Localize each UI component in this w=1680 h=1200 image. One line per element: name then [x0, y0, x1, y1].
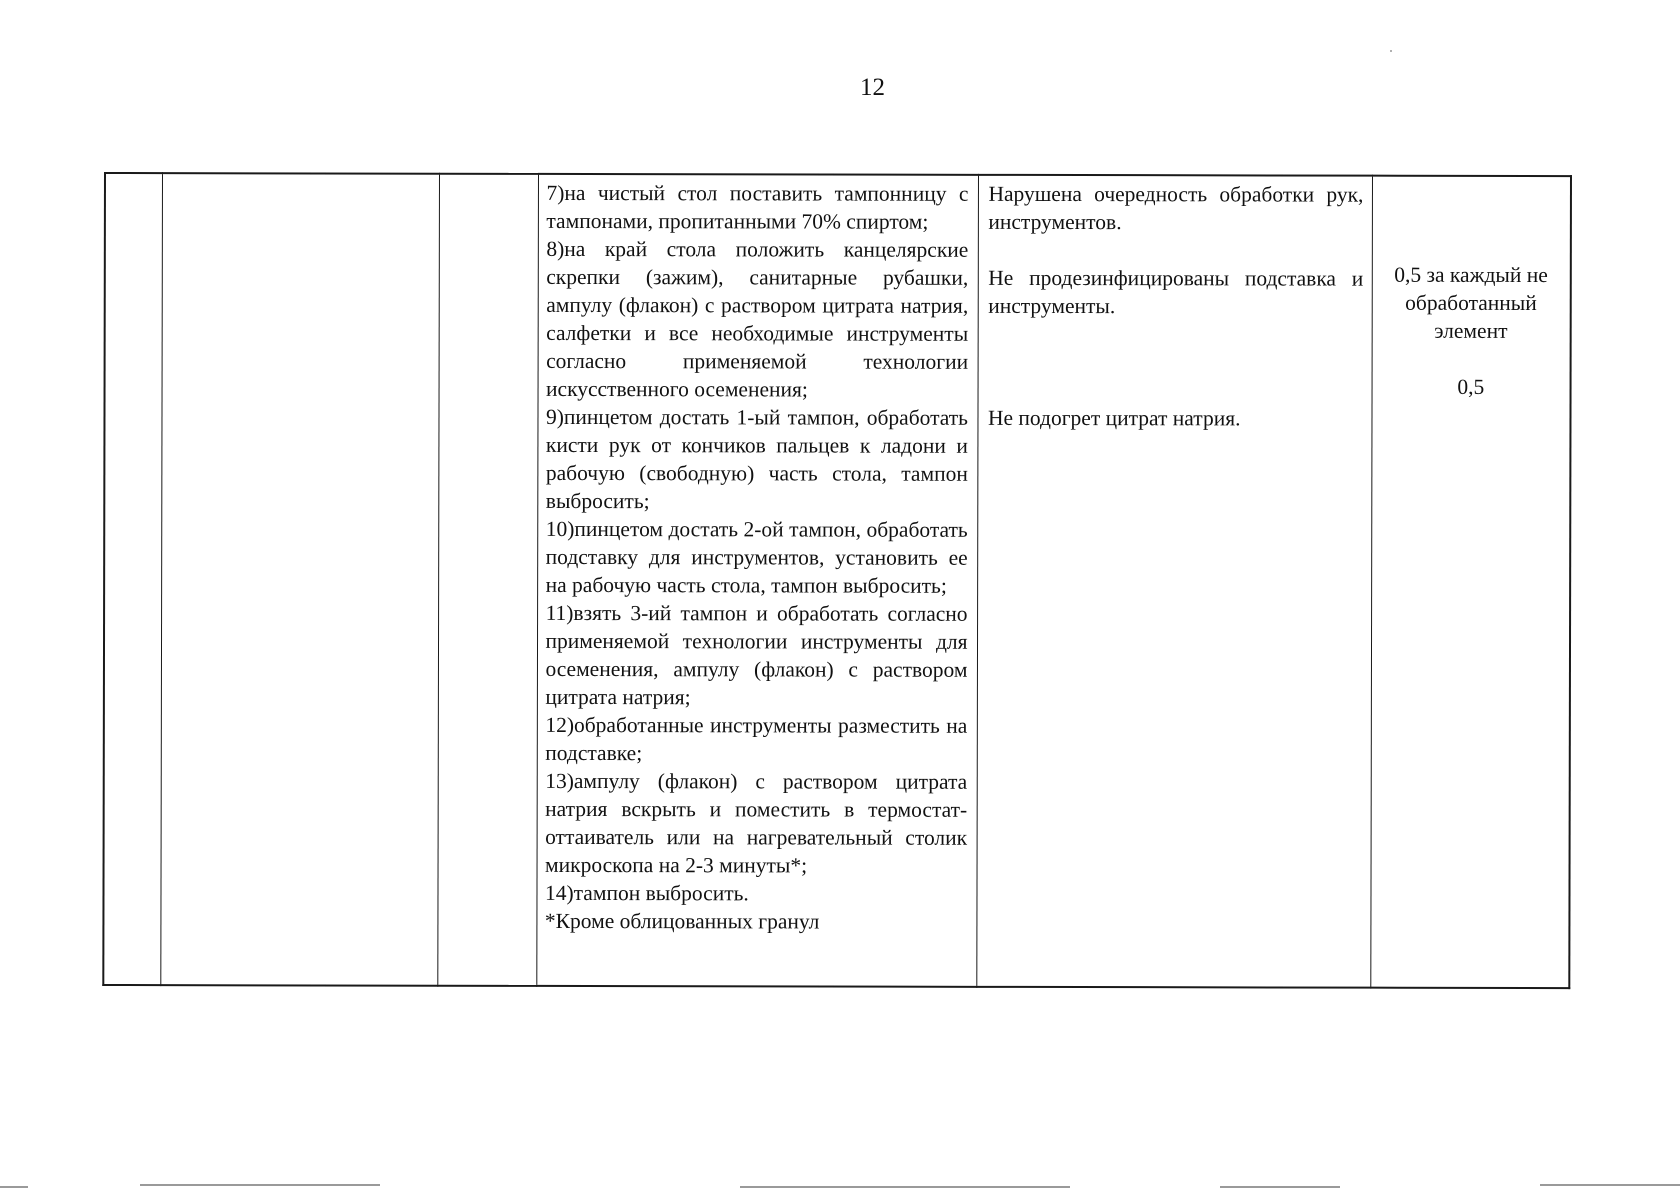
- step-7: 7)на чистый стол поставить тампонницу с тампонами, пропитанными 70% спиртом;: [546, 180, 969, 234]
- scan-artifact: [1220, 1186, 1340, 1188]
- scan-artifact: [140, 1184, 380, 1186]
- scan-artifact: [740, 1186, 1070, 1188]
- empty-cell-time: [437, 174, 538, 986]
- scan-artifact: [0, 1186, 28, 1188]
- errors-cell: [976, 175, 1372, 988]
- scan-speck: [1390, 50, 1392, 52]
- error-heating: Не подогрет цитрат натрия.: [987, 405, 1241, 431]
- empty-cell-operation: [160, 173, 439, 986]
- step-11: 11)взять 3-ий тампон и обработать согласно применяемой технологии инструменты для осеменения, ампулу (флакон) с раствором цитрата натрия;: [545, 600, 968, 710]
- step-8: 8)на край стола положить канцелярские скрепки (зажим), санитарные рубашки, ампулу (флакон) с раствором цитрата натрия, салфетки и все необходимые инструменты согласно применяемой технологии искусственного осеменения;: [546, 236, 969, 402]
- step-13: 13)ампулу (флакон) с раствором цитрата натрия вскрыть и поместить в термостат-оттаиватель или на нагревательный столик микроскопа на 2-3 минуты*;: [545, 768, 968, 878]
- scan-artifact: [1540, 1184, 1680, 1186]
- step-14: 14)тампон выбросить.: [544, 880, 749, 906]
- score-heating: 0,5: [1457, 374, 1485, 399]
- evaluation-table: [102, 172, 1572, 989]
- step-10: 10)пинцетом достать 2-ой тампон, обработать подставку для инструментов, установить ее на рабочую часть стола, тампон выбросить;: [545, 516, 968, 598]
- table-row: [103, 173, 1571, 988]
- page-number: 12: [860, 74, 885, 101]
- step-9: 9)пинцетом достать 1-ый тампон, обработать кисти рук от кончиков пальцев к ладони и рабочую (свободную) часть стола, тампон выбросить;: [545, 404, 969, 514]
- footnote: *Кроме облицованных гранул: [544, 908, 820, 934]
- score-disinfection: 0,5 за каждый не обработанный элемент: [1394, 262, 1548, 343]
- empty-cell-number: [103, 173, 162, 985]
- error-disinfection: Не продезинфицированы подставка и инструменты.: [988, 265, 1364, 319]
- error-order: Нарушена очередность обработки рук, инструментов.: [988, 181, 1364, 235]
- scores-cell: [1370, 176, 1571, 988]
- procedure-steps-cell: [536, 174, 978, 987]
- step-12: 12)обработанные инструменты разместить на подставке;: [545, 712, 968, 766]
